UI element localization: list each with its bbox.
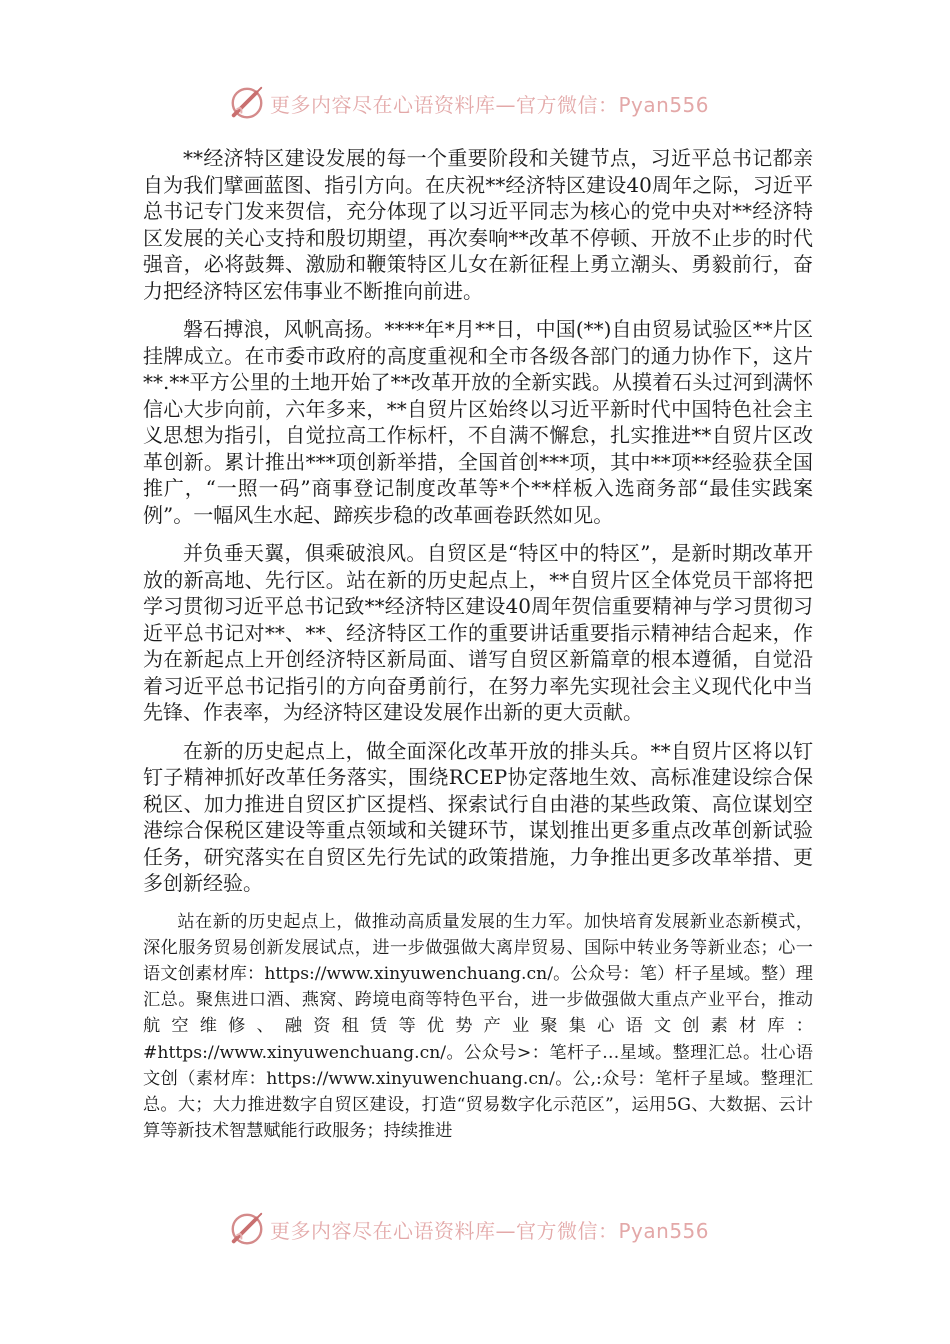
paragraph-5: 站在新的历史起点上，做推动高质量发展的生力军。加快培育发展新业态新模式，深化服务贸易创新发展试点，进一步做强做大离岸贸易、国际中转业务等新业态；心一语文创素材库：https://www.xinyuwenchuang.cn/。公众号：笔）杆子星域。整）理汇总。聚焦进口酒、燕窝、跨境电商等特色平台，进一步做强做大重点产业平台，推动航空维修、融资租赁等优势产业聚集心语文创素材库：#https://www.xinyuwenchuang.cn/。公众号>：笔杆子…星域。整理汇总。壮心语文创（素材库：https://www.xinyuwenchuang.cn/。公,:众号：笔杆子星域。整理汇总。大；大力推进数字自贸区建设，打造“贸易数字化示范区”，运用5G、大数据、云计算等新技术智慧赋能行政服务；持续推进 [143,911,813,1142]
header-banner-text: 更多内容尽在心语资料库—官方微信：Pyan556 [270,92,710,117]
pen-logo-icon [228,1210,266,1248]
document-body [143,145,813,1156]
paragraph-4: 在新的历史起点上，做全面深化改革开放的排头兵。**自贸片区将以钉钉子精神抓好改革任务落实，围绕RCEP协定落地生效、高标准建设综合保税区、加力推进自贸区扩区提档、探索试行自由港的某些政策、高位谋划空港综合保税区建设等重点领域和关键环节，谋划推出更多重点改革创新试验任务，研究落实在自贸区先行先试的政策措施，力争推出更多改革举措、更多创新经验。 [143,738,813,895]
paragraph-1: **经济特区建设发展的每一个重要阶段和关键节点，习近平总书记都亲自为我们擘画蓝图、指引方向。在庆祝**经济特区建设40周年之际，习近平总书记专门发来贺信，充分体现了以习近平同志为核心的党中央对**经济特区发展的关心支持和殷切期望，再次奏响**改革不停顿、开放不止步的时代强音，必将鼓舞、激励和鞭策特区儿女在新征程上勇立潮头、勇毅前行，奋力把经济特区宏伟事业不断推向前进。 [143,146,813,303]
paragraph-3: 并负垂天翼，俱乘破浪风。自贸区是“特区中的特区”，是新时期改革开放的新高地、先行区。站在新的历史起点上，**自贸片区全体党员干部将把学习贯彻习近平总书记致**经济特区建设40周年贺信重要精神与学习贯彻习近平总书记对**、**、经济特区工作的重要讲话重要指示精神结合起来，作为在新起点上开创经济特区新局面、谱写自贸区新篇章的根本遵循，自觉沿着习近平总书记指引的方向奋勇前行，在努力率先实现社会主义现代化中当先锋、作表率，为经济特区建设发展作出新的更大贡献。 [143,541,813,724]
header-watermark-banner [228,83,709,123]
pen-logo-icon [228,84,266,122]
paragraph-2: 磐石搏浪，风帆高扬。****年*月**日，中国(**)自由贸易试验区**片区挂牌成立。在市委市政府的高度重视和全市各级各部门的通力协作下，这片**.**平方公里的土地开始了**改革开放的全新实践。从摸着石头过河到满怀信心大步向前，六年多来，**自贸片区始终以习近平新时代中国特色社会主义思想为指引，自觉拉高工作标杆，不自满不懈怠，扎实推进**自贸片区改革创新。累计推出***项创新举措，全国首创***项，其中**项**经验获全国推广，“一照一码”商事登记制度改革等*个**样板入选商务部“最佳实践案例”。一幅风生水起、蹄疾步稳的改革画卷跃然如见。 [143,317,813,527]
footer-watermark-banner [228,1209,709,1249]
footer-banner-text: 更多内容尽在心语资料库—官方微信：Pyan556 [270,1218,710,1243]
